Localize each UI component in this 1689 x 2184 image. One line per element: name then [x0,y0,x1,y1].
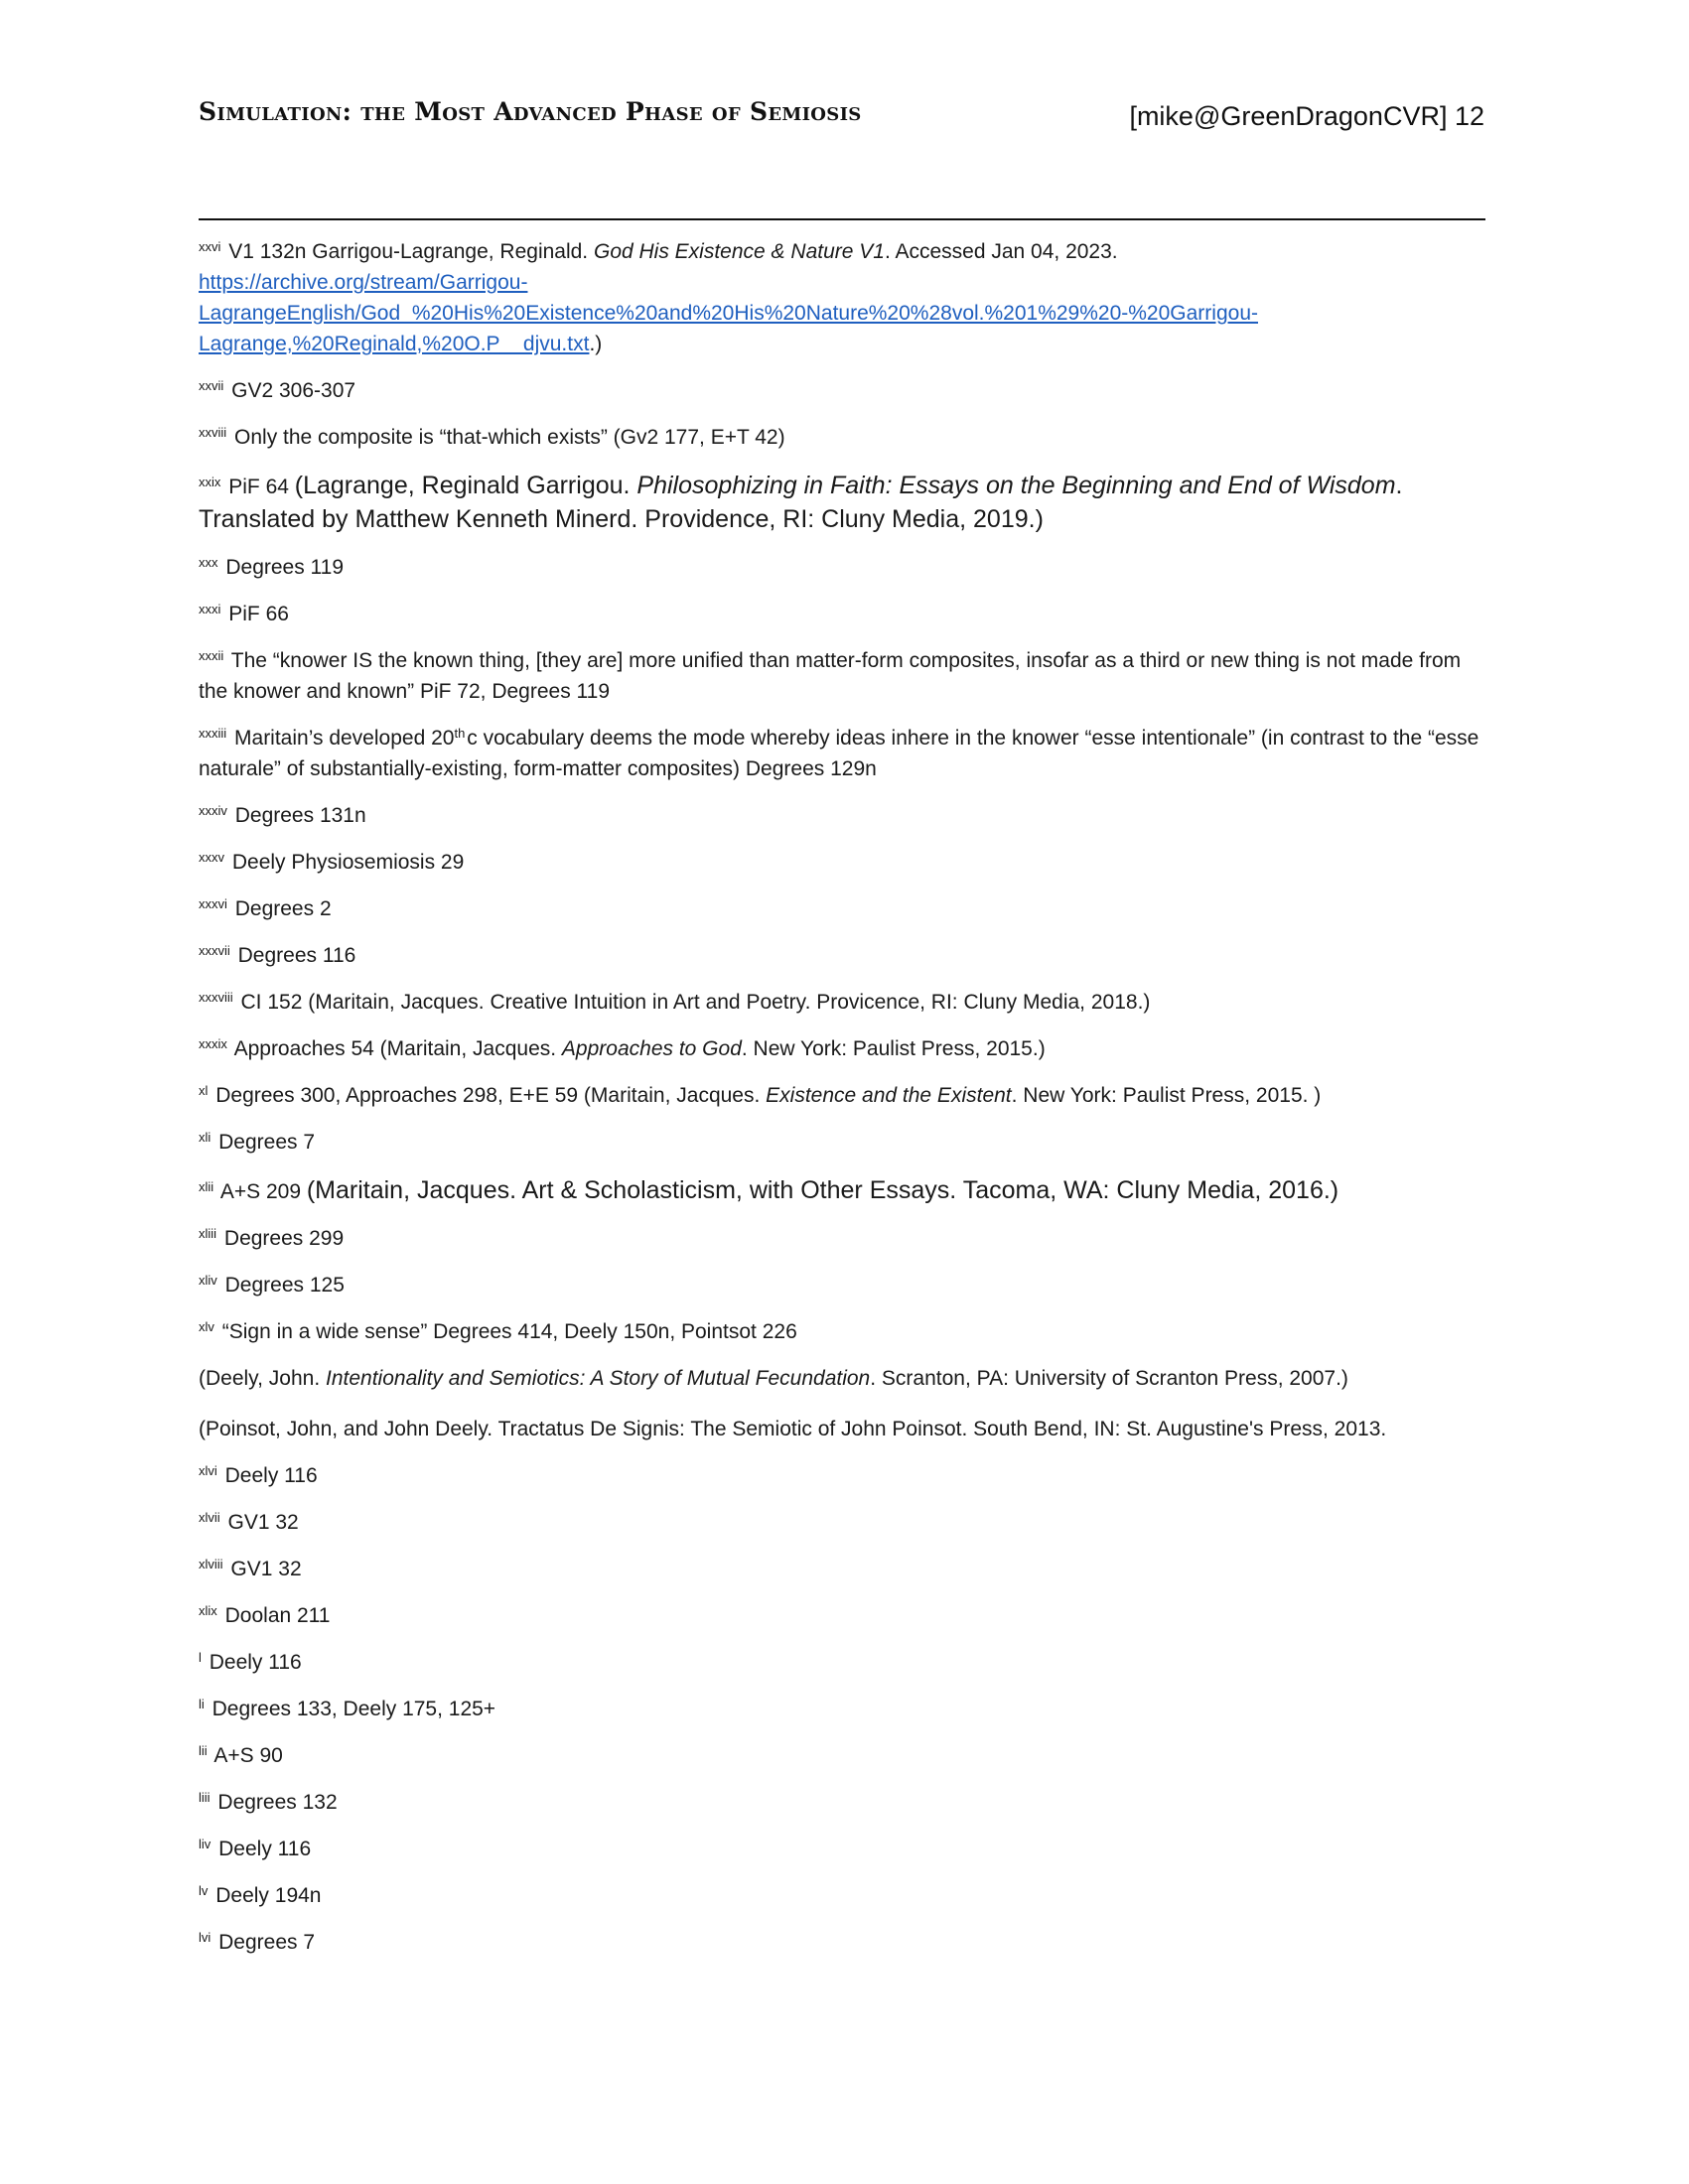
endnote [199,1033,1489,1064]
note-marker: xlvi [199,1463,217,1478]
endnote [199,800,1489,831]
note-text: GV1 32 [230,1558,302,1580]
note-marker: xxvii [199,378,224,393]
note-marker: xlvii [199,1510,220,1525]
endnote [199,1460,1489,1491]
note-text: Approaches 54 (Maritain, Jacques. [233,1037,562,1060]
note-text: Deely 116 [224,1464,318,1487]
endnote [199,375,1489,406]
note-marker: liii [199,1790,211,1805]
note-marker: xliii [199,1226,217,1241]
note-text: The “knower IS the known thing, [they are] more unified than matter-form composites, insofar as a third or new thing is not made from the knower and known” PiF 72, Degrees 119 [199,649,1462,703]
archive-link-part[interactable]: LagrangeEnglish/God_%20His%20Existence%20and%20His%20Nature%20%28vol.%201%29%20-%20Garrigou- [199,302,1258,325]
note-marker: xli [199,1130,211,1145]
endnote [199,1787,1489,1818]
note-text: Degrees 300, Approaches 298, E+E 59 (Maritain, Jacques. [215,1084,767,1107]
note-text: PiF 64 [228,476,295,498]
endnote [199,422,1489,453]
note-marker: xxvi [199,239,221,254]
endnote [199,1927,1489,1958]
note-marker: xlviii [199,1557,223,1571]
note-text: Maritain’s developed 20 [234,727,455,750]
endnote [199,645,1489,707]
note-text: Degrees 133, Deely 175, 125+ [211,1698,496,1720]
endnote [199,1600,1489,1631]
note-text: GV1 32 [227,1511,299,1534]
note-text: . Scranton, PA: University of Scranton Press, 2007.) [870,1367,1348,1390]
note-title: Existence and the Existent [766,1084,1012,1107]
note-text: (Maritain, Jacques. Art & Scholasticism, with Other Essays. Tacoma, WA: Cluny Media, 2016.) [306,1176,1339,1204]
footnote-separator [199,218,1485,220]
note-marker: xxxiv [199,803,227,818]
note-text: Degrees 125 [224,1274,345,1297]
endnote [199,723,1489,784]
note-marker: xxxiii [199,726,227,741]
endnote [199,1270,1489,1300]
note-marker: liv [199,1837,211,1851]
endnote [199,940,1489,971]
note-marker: xlii [199,1179,214,1194]
note-marker: xl [199,1083,209,1098]
note-marker: lii [199,1743,208,1758]
endnote [199,1316,1489,1347]
note-marker: xxxix [199,1036,227,1051]
note-text: (Lagrange, Reginald Garrigou. [294,472,637,499]
endnotes-list [199,236,1489,1974]
archive-link-part[interactable]: Lagrange,%20Reginald,%20O.P__djvu.txt [199,333,590,355]
endnote [199,847,1489,878]
note-text: CI 152 (Maritain, Jacques. Creative Intuition in Art and Poetry. Provicence, RI: Cluny Media, 2018.) [240,991,1151,1014]
note-text: PiF 66 [228,603,289,625]
bibliography-entry [199,1414,1489,1444]
note-text: Degrees 2 [234,897,332,920]
note-marker: xxxvii [199,943,230,958]
note-marker: l [199,1650,202,1665]
note-text: Deely 194n [215,1884,322,1907]
endnote [199,1173,1489,1207]
note-text: A+S 209 [219,1180,307,1203]
note-text: GV2 306-307 [231,379,356,402]
archive-link[interactable] [199,271,1258,355]
ordinal-suffix: th [454,726,466,741]
endnote [199,1880,1489,1911]
note-marker: xlix [199,1603,217,1618]
endnote [199,236,1489,359]
page-header-right: [mike@GreenDragonCVR] 12 [1129,101,1484,131]
note-text: . New York: Paulist Press, 2015. ) [1011,1084,1322,1107]
endnote [199,1080,1489,1111]
note-marker: xlv [199,1319,214,1334]
note-text: c vocabulary deems the mode whereby ideas inhere in the knower “esse intentionale” (in contrast to the “esse naturale” of substantially-existing, form-matter composites) Degrees 129n [199,727,1479,780]
note-marker: lvi [199,1930,211,1945]
note-text: .) [589,333,603,355]
endnote [199,1507,1489,1538]
endnote [199,469,1489,536]
note-marker: xxx [199,555,218,570]
note-text: Degrees 132 [217,1791,338,1814]
bibliography-entry [199,1363,1489,1394]
note-title: Approaches to God [561,1037,742,1060]
note-marker: xxix [199,475,221,489]
note-marker: xxxii [199,648,224,663]
endnote [199,1740,1489,1771]
note-text: Deely 116 [218,1838,312,1860]
note-marker: xxviii [199,425,227,440]
note-text: “Sign in a wide sense” Degrees 414, Deely 150n, Pointsot 226 [221,1320,797,1343]
endnote [199,1223,1489,1254]
note-text: . New York: Paulist Press, 2015.) [741,1037,1046,1060]
note-marker: li [199,1697,205,1711]
endnote [199,987,1489,1018]
note-text: . Accessed Jan 04, 2023. [884,240,1118,263]
note-marker: lv [199,1883,209,1898]
note-marker: xliv [199,1273,217,1288]
note-marker: xxxi [199,602,221,616]
endnote [199,552,1489,583]
running-title: Simulation: the Most Advanced Phase of Semiosis [199,97,862,126]
endnote [199,1127,1489,1158]
note-text: Doolan 211 [224,1604,331,1627]
note-text: Degrees 7 [218,1931,316,1954]
note-text: . Translated by Matthew Kenneth Minerd. Providence, RI: Cluny Media, 2019.) [199,472,1403,533]
note-text: Degrees 119 [225,556,345,579]
note-text: Only the composite is “that-which exists” (Gv2 177, E+T 42) [234,426,785,449]
note-text: (Poinsot, John, and John Deely. Tractatus De Signis: The Semiotic of John Poinsot. South Bend, IN: St. Augustine's Press, 2013. [199,1418,1387,1440]
note-text: A+S 90 [213,1744,283,1767]
endnote [199,1694,1489,1724]
archive-link-part[interactable]: https://archive.org/stream/Garrigou- [199,271,528,294]
note-text: Degrees 299 [223,1227,345,1250]
note-text: Degrees 116 [237,944,356,967]
note-title: God His Existence & Nature V1 [593,240,885,263]
note-text: (Deely, John. [199,1367,326,1390]
note-marker: xxxviii [199,990,233,1005]
endnote [199,1834,1489,1864]
note-text: V1 132n Garrigou-Lagrange, Reginald. [228,240,594,263]
note-text: Degrees 7 [218,1131,316,1154]
note-text: Deely Physiosemiosis 29 [231,851,465,874]
note-text: Degrees 131n [234,804,366,827]
endnote [199,893,1489,924]
note-marker: xxxvi [199,896,227,911]
endnote [199,1647,1489,1678]
note-title: Intentionality and Semiotics: A Story of Mutual Fecundation [326,1367,871,1390]
note-title: Philosophizing in Faith: Essays on the Beginning and End of Wisdom [636,472,1396,499]
note-text: Deely 116 [209,1651,302,1674]
endnote [199,1554,1489,1584]
endnote [199,599,1489,629]
note-marker: xxxv [199,850,224,865]
